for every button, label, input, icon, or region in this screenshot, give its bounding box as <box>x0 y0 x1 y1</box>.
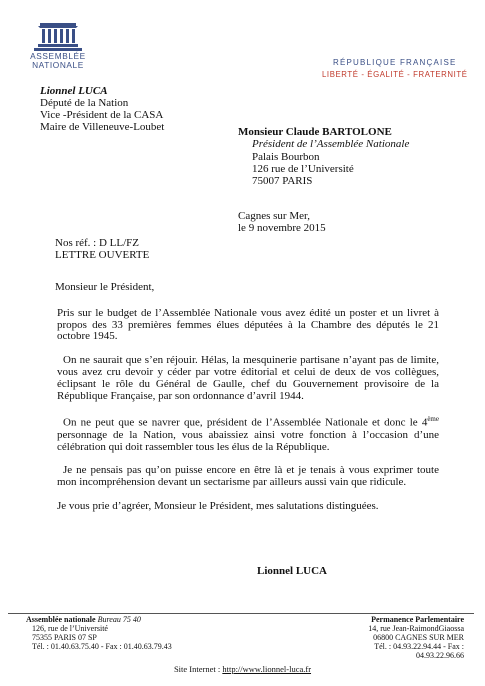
footer-left-address-1: 126, rue de l’Université <box>32 623 108 633</box>
recipient-address-3: 75007 PARIS <box>252 175 313 188</box>
motto: LIBERTÉ - ÉGALITÉ - FRATERNITÉ <box>322 70 468 79</box>
sender-title-3: Maire de Villeneuve-Loubet <box>40 121 165 133</box>
footer-right-name: Permanence Parlementaire <box>371 615 464 624</box>
paragraph-1: Pris sur le budget de l’Assemblée Nationale vous avez édité un poster et un livret à propos des 33 premières femmes élues députées à la Chambre des députés le 21 octobre 1945. <box>57 306 439 343</box>
letter-type: LETTRE OUVERTE <box>55 249 150 261</box>
salutation: Monsieur le Président, <box>55 281 155 293</box>
sender-title-1: Député de la Nation <box>40 97 129 109</box>
footer-left <box>26 616 172 652</box>
place: Cagnes sur Mer, <box>238 210 310 222</box>
sender-block <box>40 85 164 133</box>
footer-left-address-2: 75355 PARIS 07 SP <box>32 632 97 642</box>
recipient-address-1: Palais Bourbon <box>252 150 320 163</box>
sender-title-2: Vice -Président de la CASA <box>40 109 164 121</box>
paragraph-3-superscript: ème <box>427 415 439 424</box>
reference-block <box>55 237 149 261</box>
paragraph-4: Je ne pensais pas qu’on puisse encore en être là et je tenais à vous exprimer toute mon incompréhension devant un sectarisme par ailleurs aussi vain que ridicule. <box>57 464 439 489</box>
website <box>0 664 485 674</box>
republique-label: RÉPUBLIQUE FRANÇAISE <box>332 58 457 67</box>
sender-name: Lionnel LUCA <box>40 85 108 97</box>
place-date <box>238 210 326 234</box>
recipient-block <box>238 126 409 187</box>
paragraph-5: Je vous prie d’agréer, Monsieur le Président, mes salutations distinguées. <box>57 500 379 513</box>
footer-left-bureau: Bureau 75 40 <box>97 615 141 624</box>
reference: Nos réf. : D LL/FZ <box>55 237 140 249</box>
footer-divider <box>8 613 474 614</box>
paragraph-3-part-1: On ne peut que se navrer que, président de l’Assemblée Nationale et donc le 4 <box>63 417 428 430</box>
paragraph-3-part-2: personnage de la Nation, vous abaissiez ainsi votre fonction à l’occasion d’une célébration qui doit rassembler tous les élus de la République. <box>57 428 439 453</box>
recipient-title: Président de l’Assemblée Nationale <box>252 138 410 151</box>
republique-francaise-header <box>322 57 468 81</box>
website-label: Site Internet : <box>173 664 223 674</box>
footer-right-phone: Tél. : 04.93.22.94.44 - Fax : 04.93.22.96.66 <box>374 641 464 660</box>
date: le 9 novembre 2015 <box>238 222 326 234</box>
signature: Lionnel LUCA <box>257 565 327 577</box>
website-link[interactable]: http://www.lionnel-luca.fr <box>222 664 312 674</box>
logo-line-1: ASSEMBLÉE <box>30 51 86 61</box>
paragraph-3 <box>57 414 439 453</box>
letter-body <box>57 282 439 525</box>
recipient-address-2: 126 rue de l’Université <box>252 162 354 175</box>
footer-left-name: Assemblée nationale <box>26 615 96 624</box>
logo-line-2: NATIONALE <box>32 60 84 70</box>
footer-left-phone: Tél. : 01.40.63.75.40 - Fax : 01.40.63.79.43 <box>32 641 172 651</box>
recipient-name: Monsieur Claude BARTOLONE <box>238 126 392 138</box>
footer-right-address-1: 14, rue Jean-RaimondGiaossa <box>368 623 464 633</box>
hemicycle-icon <box>26 20 90 52</box>
paragraph-2: On ne saurait que s’en réjouir. Hélas, la mesquinerie partisane n’ayant pas de limite, vous avez cru devoir y céder par votre éditorial et celui de deux de vos collègues, éclipsant le rôle du Général de Gaulle, chef du Gouvernement provisoire de la République Française, par son ordonnance d’avril 1944. <box>57 354 439 402</box>
footer-right <box>336 616 464 661</box>
footer-right-address-2: 06800 CAGNES SUR MER <box>373 632 464 642</box>
assemblee-nationale-logo <box>26 20 90 70</box>
